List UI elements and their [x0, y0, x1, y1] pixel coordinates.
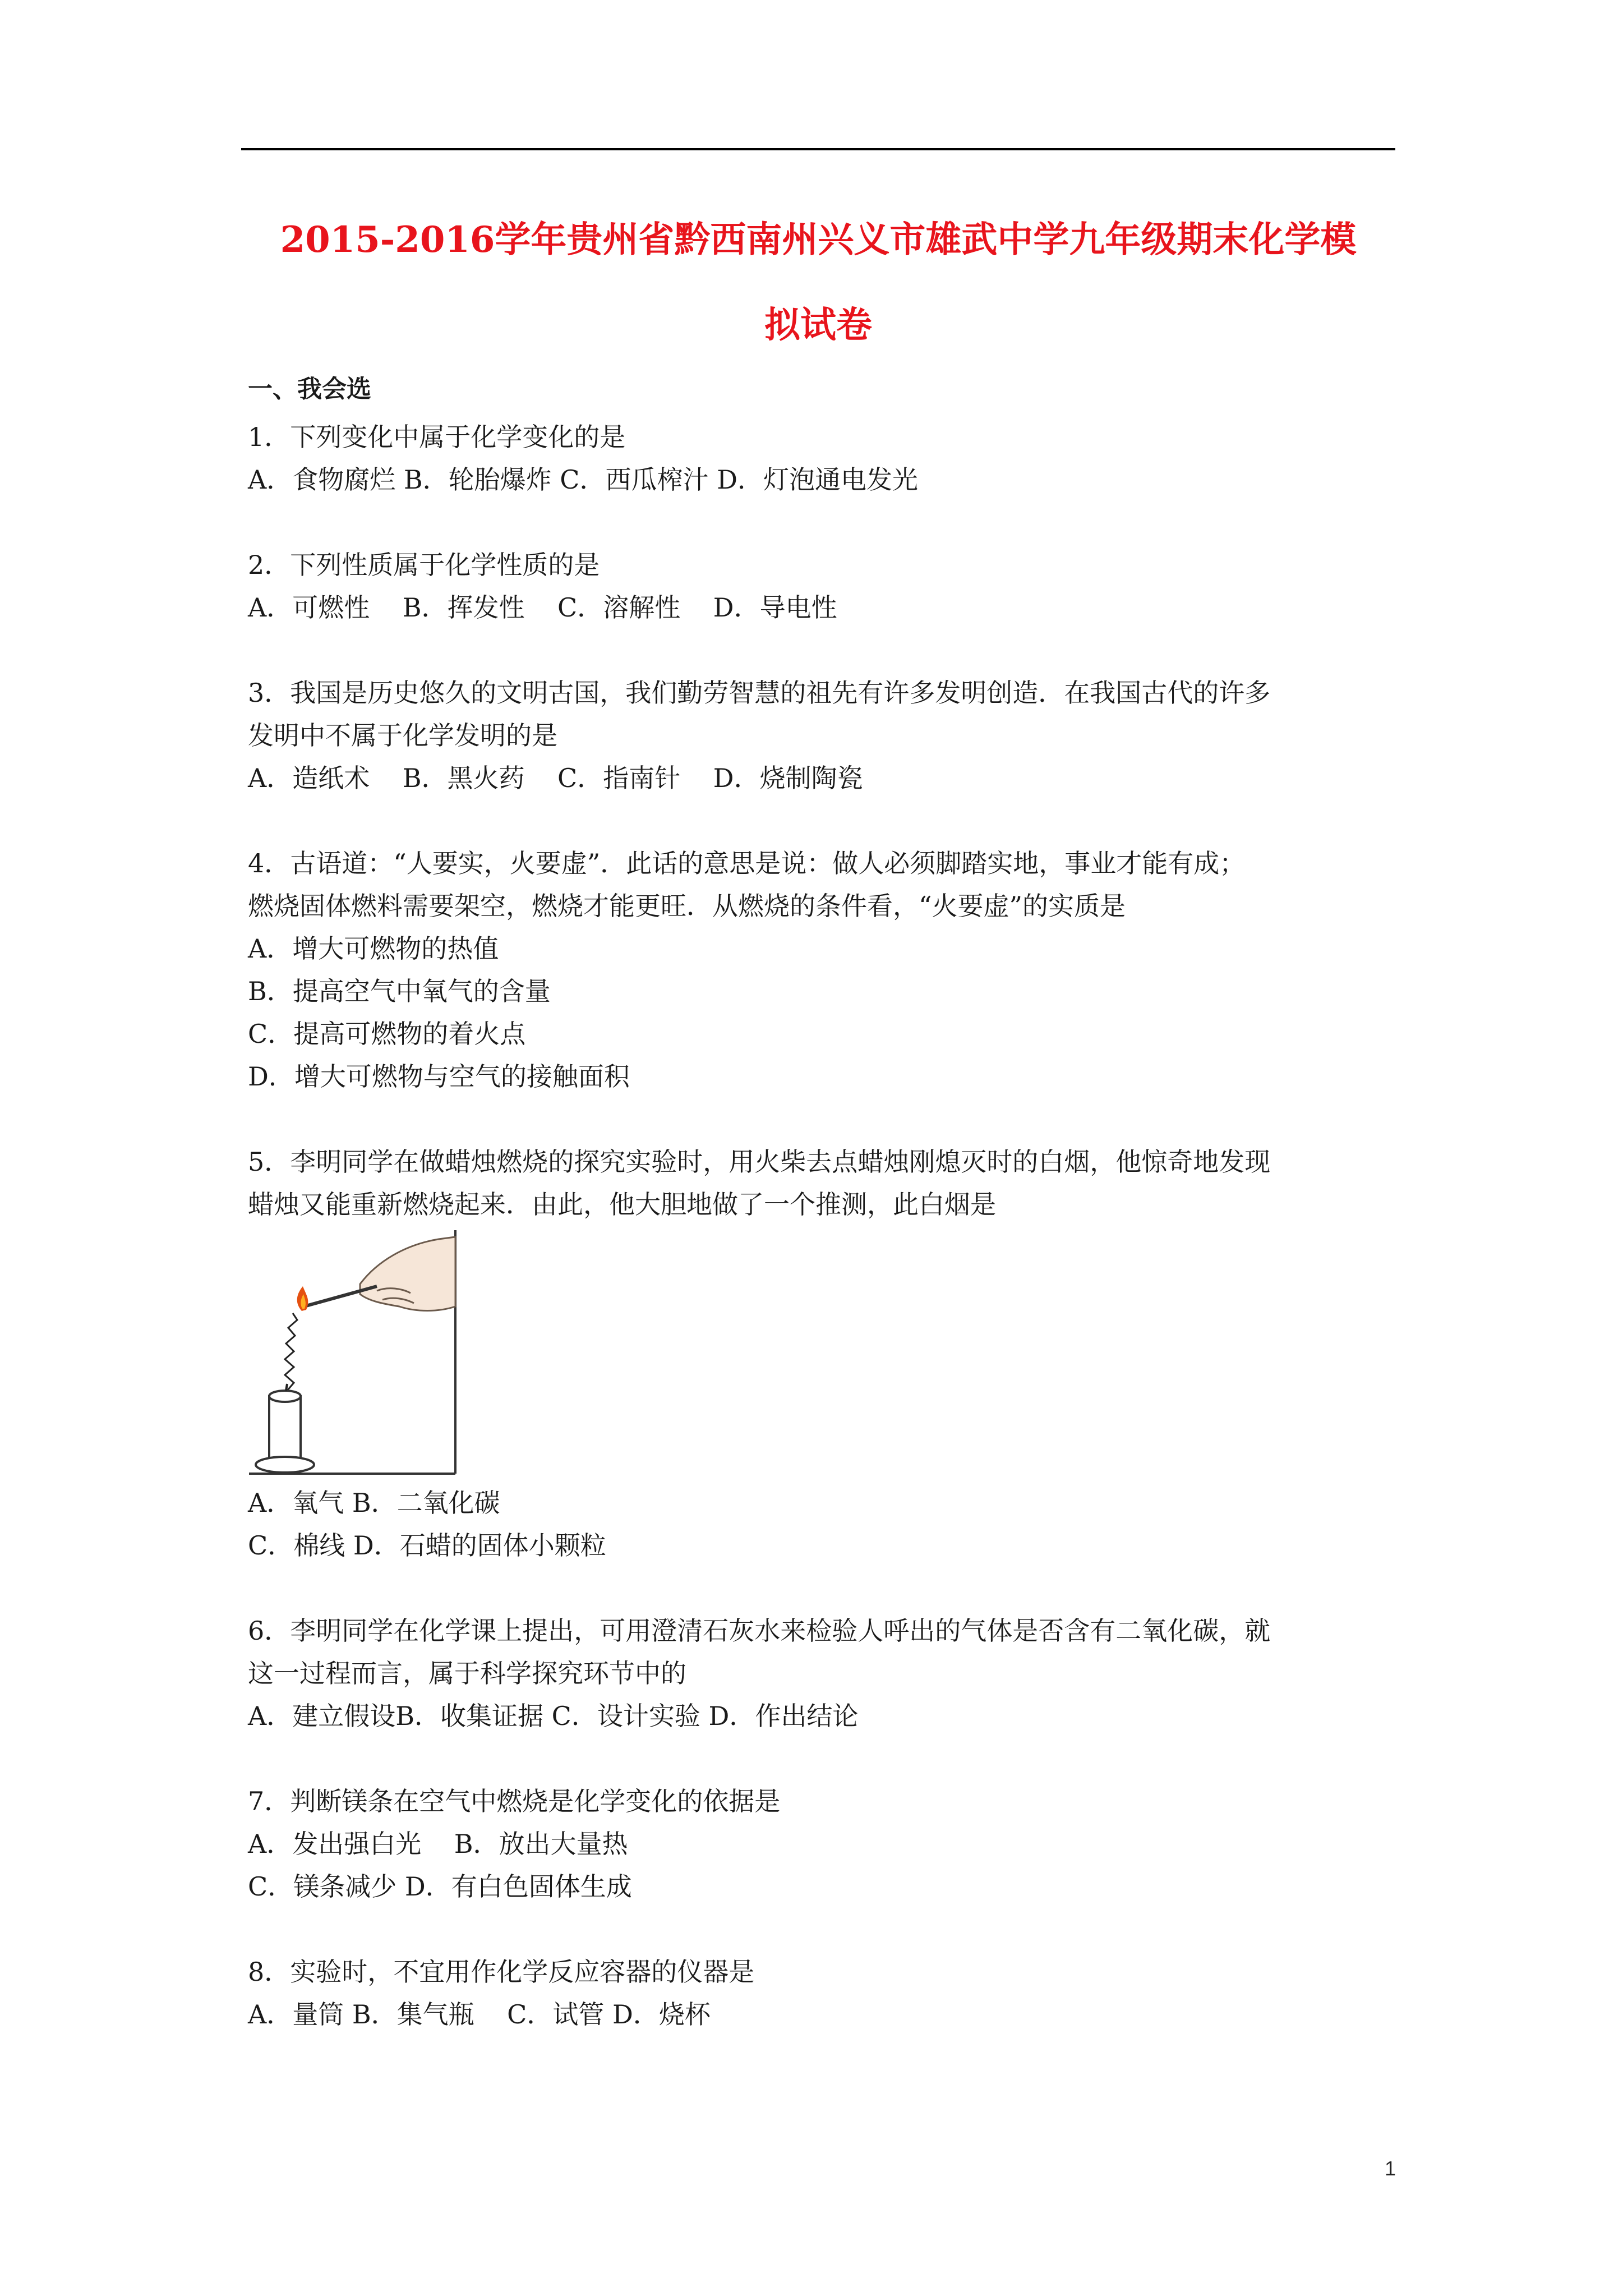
question-options: A．量筒 B．集气瓶 C．试管 D．烧杯 — [248, 1999, 711, 2030]
question-options: C．棉线 D．石蜡的固体小颗粒 — [248, 1530, 606, 1561]
question-stem: 8．实验时，不宜用作化学反应容器的仪器是 — [248, 1957, 755, 1987]
candle-match-figure — [248, 1228, 461, 1476]
question-stem: 4．古语道：“人要实，火要虚”．此话的意思是说：做人必须脚踏实地，事业才能有成； — [248, 848, 1246, 878]
question-options: A．氧气 B．二氧化碳 — [248, 1488, 500, 1518]
question-stem: 5．李明同学在做蜡烛燃烧的探究实验时，用火柴去点蜡烛刚熄灭时的白烟，他惊奇地发现 — [248, 1147, 1271, 1177]
page-title-line1: 2015-2016学年贵州省黔西南州兴义市雄武中学九年级期末化学模 — [280, 219, 1357, 261]
question-8 — [248, 1950, 1398, 2036]
page-number: 1 — [1384, 2157, 1396, 2180]
question-1 — [248, 416, 1398, 501]
question-options: A．食物腐烂 B．轮胎爆炸 C．西瓜榨汁 D．灯泡通电发光 — [248, 464, 918, 495]
page-title-line2: 拟试卷 — [764, 304, 872, 346]
question-stem: 1．下列变化中属于化学变化的是 — [248, 422, 626, 452]
option-b: B．提高空气中氧气的含量 — [248, 976, 551, 1006]
question-options: A．可燃性 B．挥发性 C．溶解性 D．导电性 — [248, 592, 837, 623]
question-stem-cont: 发明中不属于化学发明的是 — [248, 720, 557, 751]
question-stem: 2．下列性质属于化学性质的是 — [248, 550, 600, 580]
option-a: A．增大可燃物的热值 — [248, 933, 499, 964]
question-3 — [248, 671, 1398, 799]
header-rule — [241, 148, 1395, 150]
question-options: C．镁条减少 D．有白色固体生成 — [248, 1871, 632, 1902]
question-4 — [248, 842, 1398, 1098]
question-stem-cont: 这一过程而言，属于科学探究环节中的 — [248, 1658, 686, 1688]
question-options: A．发出强白光 B．放出大量热 — [248, 1829, 628, 1859]
option-c: C．提高可燃物的着火点 — [248, 1019, 526, 1049]
question-6 — [248, 1609, 1398, 1737]
question-stem-cont: 燃烧固体燃料需要架空，燃烧才能更旺．从燃烧的条件看，“火要虚”的实质是 — [248, 891, 1126, 921]
question-options: A．建立假设B．收集证据 C．设计实验 D．作出结论 — [248, 1701, 859, 1731]
question-stem: 6．李明同学在化学课上提出，可用澄清石灰水来检验人呼出的气体是否含有二氧化碳，就 — [248, 1616, 1271, 1646]
question-stem: 3．我国是历史悠久的文明古国，我们勤劳智慧的祖先有许多发明创造．在我国古代的许多 — [248, 678, 1271, 708]
question-stem: 7．判断镁条在空气中燃烧是化学变化的依据是 — [248, 1786, 781, 1816]
question-2 — [248, 544, 1398, 629]
question-7 — [248, 1780, 1398, 1908]
candle-match-illustration — [248, 1228, 461, 1476]
question-list — [248, 373, 1398, 2036]
question-stem-cont: 蜡烛又能重新燃烧起来．由此，他大胆地做了一个推测，此白烟是 — [248, 1189, 996, 1220]
question-options: A．造纸术 B．黑火药 C．指南针 D．烧制陶瓷 — [248, 763, 863, 793]
section-heading: 一、我会选 — [248, 375, 371, 403]
question-5 — [248, 1140, 1398, 1567]
option-d: D．增大可燃物与空气的接触面积 — [248, 1061, 630, 1092]
